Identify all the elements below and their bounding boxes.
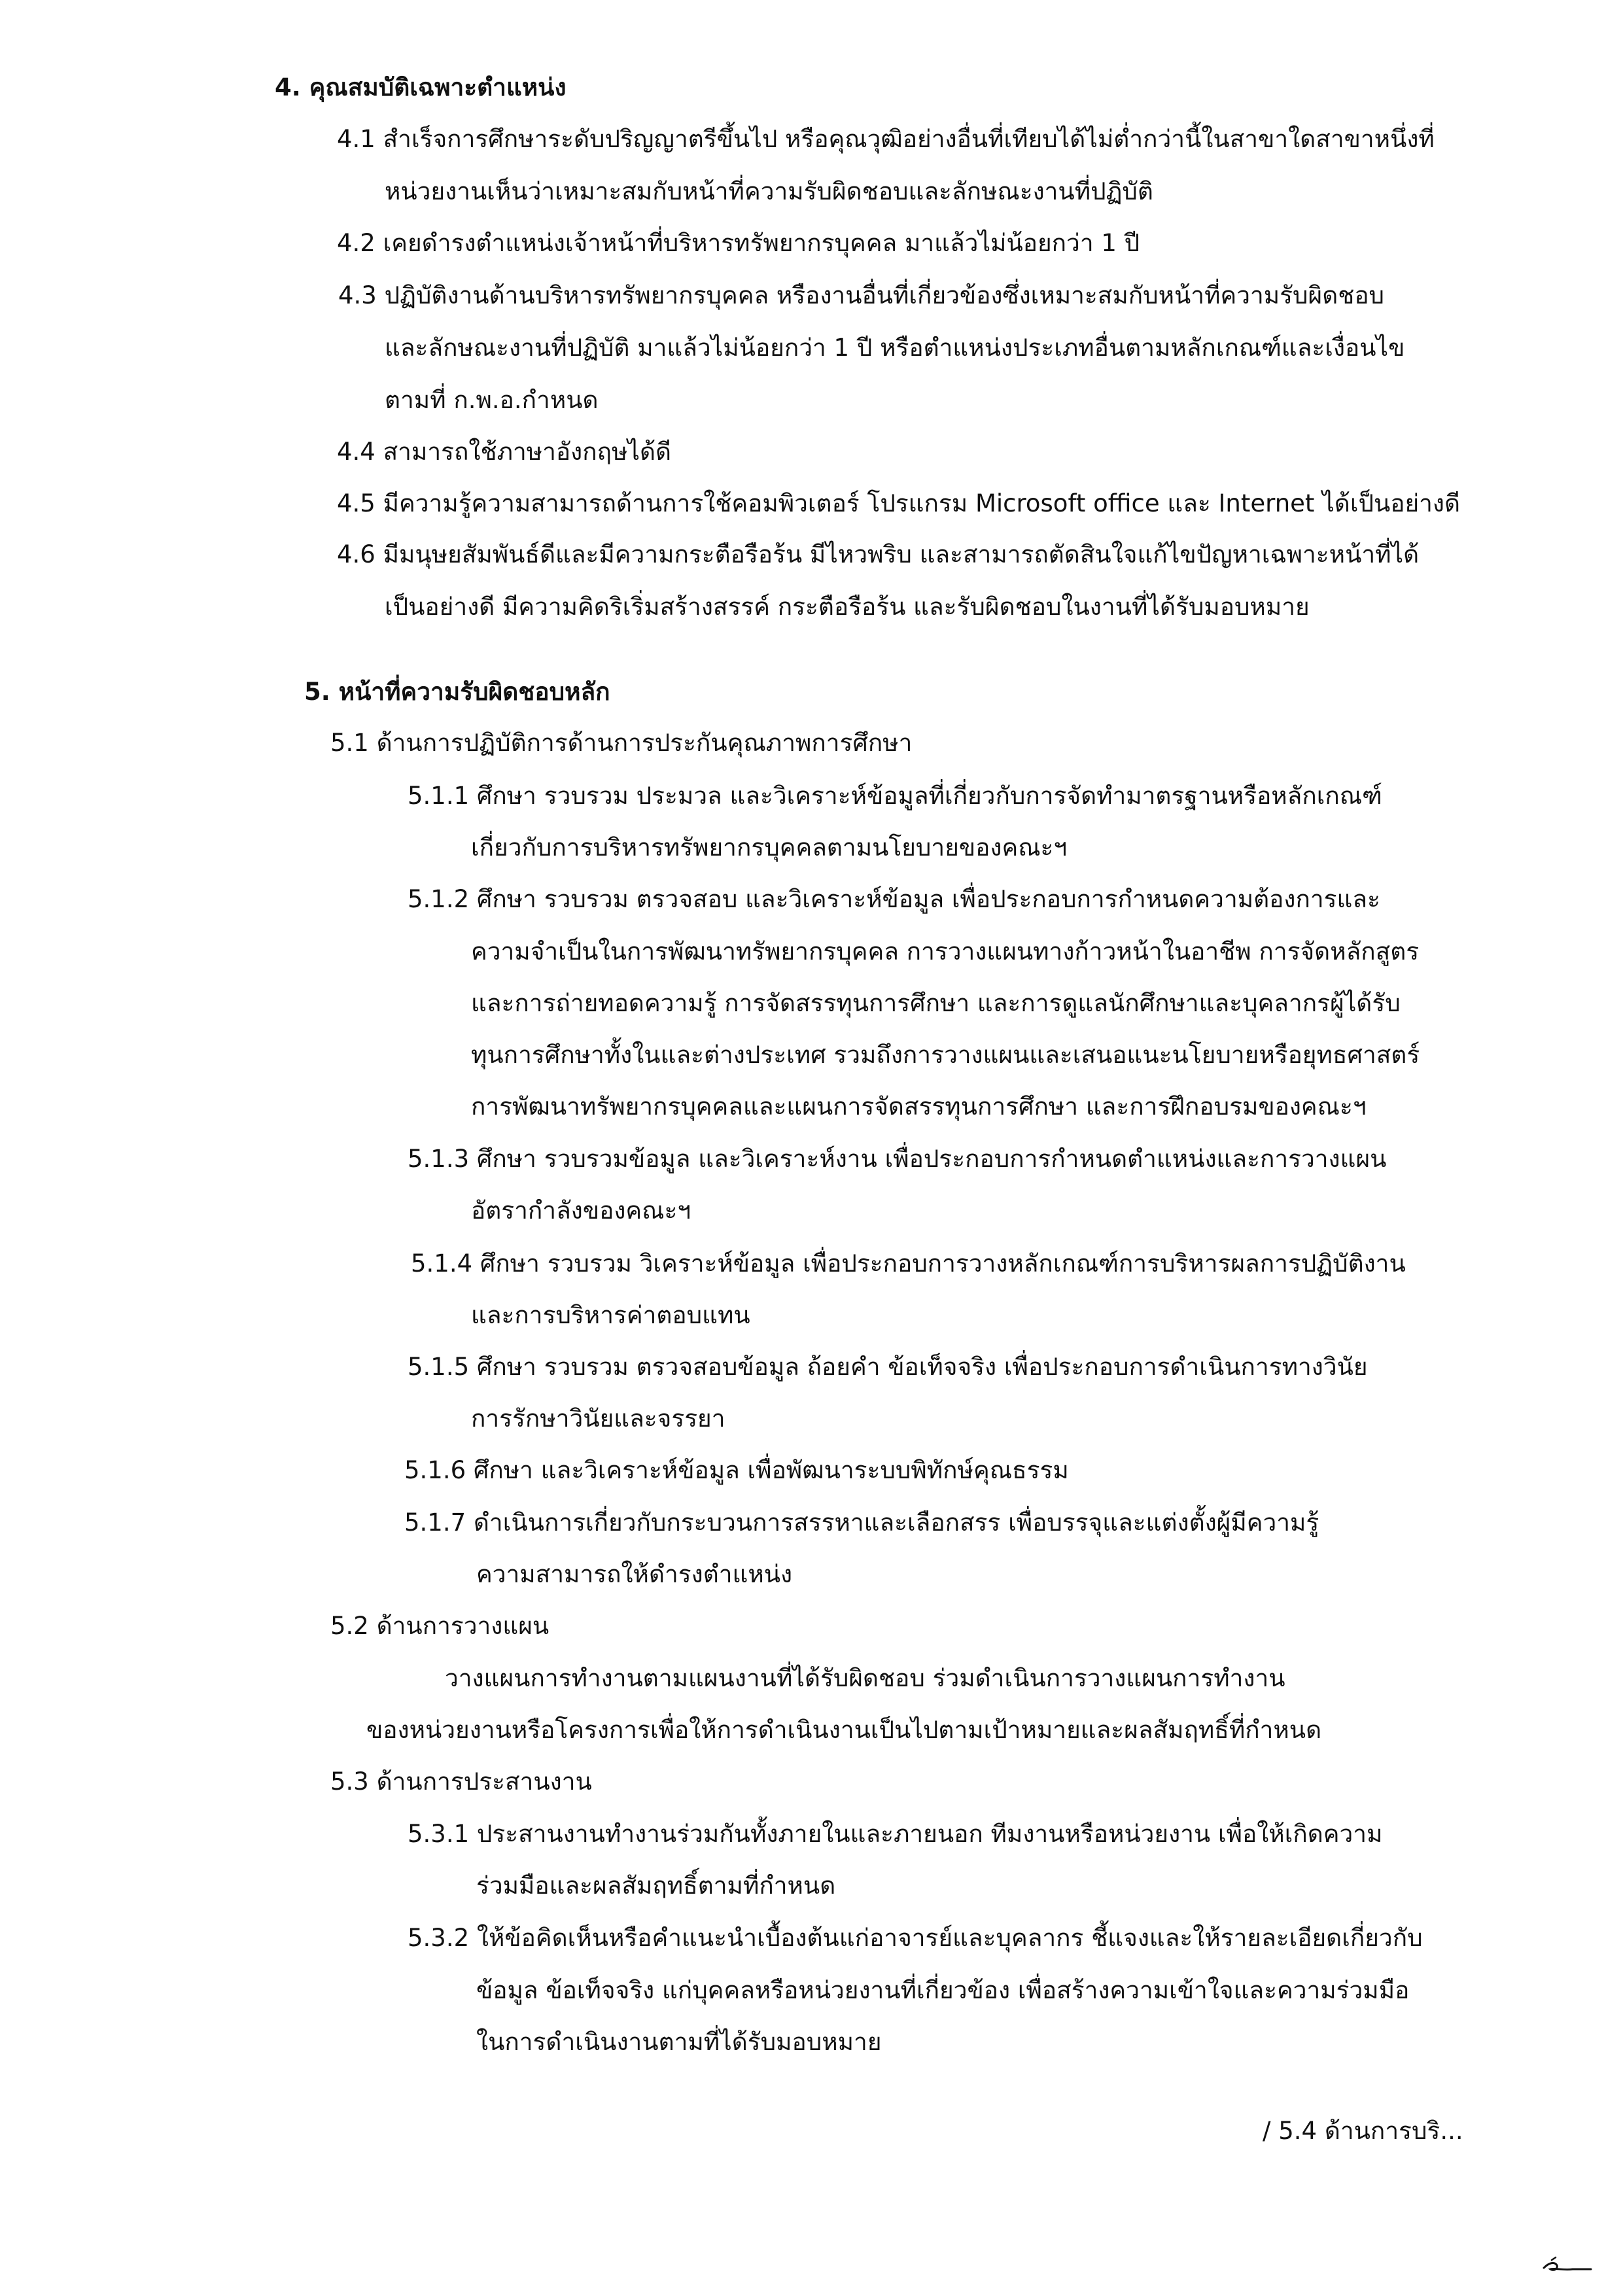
item-5-1: 5.1 ด้านการปฏิบัติการด้านการประกันคุณภาพการศึกษา (330, 729, 913, 757)
handwritten-initials (1541, 2253, 1594, 2280)
item-5-1-2-line-2: ความจำเป็นในการพัฒนาทรัพยากรบุคคล การวางแผนทางก้าวหน้าในอาชีพ การจัดหลักสูตร (471, 937, 1420, 965)
item-5-1-1-line-2: เกี่ยวกับการบริหารทรัพยากรบุคคลตามนโยบายของคณะฯ (471, 833, 1068, 861)
item-4-6-line-1: 4.6 มีมนุษยสัมพันธ์ดีและมีความกระตือรือร้น มีไหวพริบ และสามารถตัดสินใจแก้ไขปัญหาเฉพาะหน้าที่ได้ (337, 540, 1420, 568)
item-5-2-line-1: วางแผนการทำงานตามแผนงานที่ได้รับผิดชอบ ร่วมดำเนินการวางแผนการทำงาน (445, 1664, 1285, 1692)
item-4-3-line-3: ตามที่ ก.พ.อ.กำหนด (385, 386, 599, 414)
item-5-3: 5.3 ด้านการประสานงาน (330, 1767, 592, 1796)
item-5-3-2-line-2: ข้อมูล ข้อเท็จจริง แก่บุคคลหรือหน่วยงานที่เกี่ยวข้อง เพื่อสร้างความเข้าใจและความร่วมมือ (476, 1976, 1410, 2004)
item-5-1-1-line-1: 5.1.1 ศึกษา รวบรวม ประมวล และวิเคราะห์ข้อมูลที่เกี่ยวกับการจัดทำมาตรฐานหรือหลักเกณฑ์ (408, 782, 1382, 810)
item-5-1-2-line-5: การพัฒนาทรัพยากรบุคคลและแผนการจัดสรรทุนการศึกษา และการฝึกอบรมของคณะฯ (471, 1092, 1367, 1121)
item-5-1-5-line-2: การรักษาวินัยและจรรยา (471, 1404, 725, 1433)
item-5-1-4-line-1: 5.1.4 ศึกษา รวบรวม วิเคราะห์ข้อมูล เพื่อประกอบการวางหลักเกณฑ์การบริหารผลการปฏิบัติงาน (411, 1249, 1406, 1278)
item-5-1-3-line-2: อัตรากำลังของคณะฯ (471, 1196, 691, 1225)
item-4-5: 4.5 มีความรู้ความสามารถด้านการใช้คอมพิวเตอร์ โปรแกรม Microsoft office และ Internet ได้เป็นอย่างดี (337, 489, 1461, 517)
item-5-1-2-line-3: และการถ่ายทอดความรู้ การจัดสรรทุนการศึกษา และการดูแลนักศึกษาและบุคลากรผู้ได้รับ (471, 989, 1401, 1017)
item-5-2: 5.2 ด้านการวางแผน (330, 1612, 550, 1640)
page-continuation-note: / 5.4 ด้านการบริ... (1263, 2117, 1463, 2145)
item-4-4: 4.4 สามารถใช้ภาษาอังกฤษได้ดี (337, 438, 672, 466)
item-5-1-2-line-4: ทุนการศึกษาทั้งในและต่างประเทศ รวมถึงการวางแผนและเสนอแนะนโยบายหรือยุทธศาสตร์ (471, 1041, 1420, 1069)
item-5-2-line-2: ของหน่วยงานหรือโครงการเพื่อให้การดำเนินงานเป็นไปตามเป้าหมายและผลสัมฤทธิ์ที่กำหนด (366, 1716, 1322, 1744)
item-4-1-line-1: 4.1 สำเร็จการศึกษาระดับปริญญาตรีขึ้นไป หรือคุณวุฒิอย่างอื่นที่เทียบได้ไม่ต่ำกว่านี้ในสาขาใดสาขาหนึ่งที่ (337, 125, 1435, 153)
item-5-3-1-line-1: 5.3.1 ประสานงานทำงานร่วมกันทั้งภายในและภายนอก ทีมงานหรือหน่วยงาน เพื่อให้เกิดความ (408, 1820, 1383, 1848)
item-4-6-line-2: เป็นอย่างดี มีความคิดริเริ่มสร้างสรรค์ กระตือรือร้น และรับผิดชอบในงานที่ได้รับมอบหมาย (385, 593, 1310, 621)
item-5-1-3-line-1: 5.1.3 ศึกษา รวบรวมข้อมูล และวิเคราะห์งาน เพื่อประกอบการกำหนดตำแหน่งและการวางแผน (408, 1145, 1387, 1173)
item-5-1-6: 5.1.6 ศึกษา และวิเคราะห์ข้อมูล เพื่อพัฒนาระบบพิทักษ์คุณธรรม (404, 1456, 1069, 1484)
item-5-1-7-line-1: 5.1.7 ดำเนินการเกี่ยวกับกระบวนการสรรหาและเลือกสรร เพื่อบรรจุและแต่งตั้งผู้มีความรู้ (404, 1508, 1319, 1537)
item-5-3-2-line-1: 5.3.2 ให้ข้อคิดเห็นหรือคำแนะนำเบื้องต้นแก่อาจารย์และบุคลากร ชี้แจงและให้รายละเอียดเกี่ยวกับ (408, 1924, 1423, 1952)
section-5-heading: 5. หน้าที่ความรับผิดชอบหลัก (304, 678, 610, 706)
item-5-3-1-line-2: ร่วมมือและผลสัมฤทธิ์ตามที่กำหนด (476, 1871, 836, 1900)
item-5-1-5-line-1: 5.1.5 ศึกษา รวบรวม ตรวจสอบข้อมูล ถ้อยคำ ข้อเท็จจริง เพื่อประกอบการดำเนินการทางวินัย (408, 1353, 1368, 1381)
item-5-3-2-line-3: ในการดำเนินงานตามที่ได้รับมอบหมาย (476, 2028, 882, 2056)
item-4-1-line-2: หน่วยงานเห็นว่าเหมาะสมกับหน้าที่ความรับผิดชอบและลักษณะงานที่ปฏิบัติ (385, 177, 1153, 205)
item-5-1-4-line-2: และการบริหารค่าตอบแทน (471, 1301, 750, 1329)
section-4-heading: 4. คุณสมบัติเฉพาะตำแหน่ง (275, 73, 567, 101)
item-4-3-line-2: และลักษณะงานที่ปฏิบัติ มาแล้วไม่น้อยกว่า 1 ปี หรือตำแหน่งประเภทอื่นตามหลักเกณฑ์และเงื่อนไข (385, 334, 1405, 362)
item-4-2: 4.2 เคยดำรงตำแหน่งเจ้าหน้าที่บริหารทรัพยากรบุคคล มาแล้วไม่น้อยกว่า 1 ปี (337, 229, 1140, 257)
item-4-3-line-1: 4.3 ปฏิบัติงานด้านบริหารทรัพยากรบุคคล หรืองานอื่นที่เกี่ยวข้องซึ่งเหมาะสมกับหน้าที่ความรับผิดชอบ (338, 281, 1385, 309)
item-5-1-2-line-1: 5.1.2 ศึกษา รวบรวม ตรวจสอบ และวิเคราะห์ข้อมูล เพื่อประกอบการกำหนดความต้องการและ (408, 885, 1380, 913)
item-5-1-7-line-2: ความสามารถให้ดำรงตำแหน่ง (476, 1560, 793, 1588)
